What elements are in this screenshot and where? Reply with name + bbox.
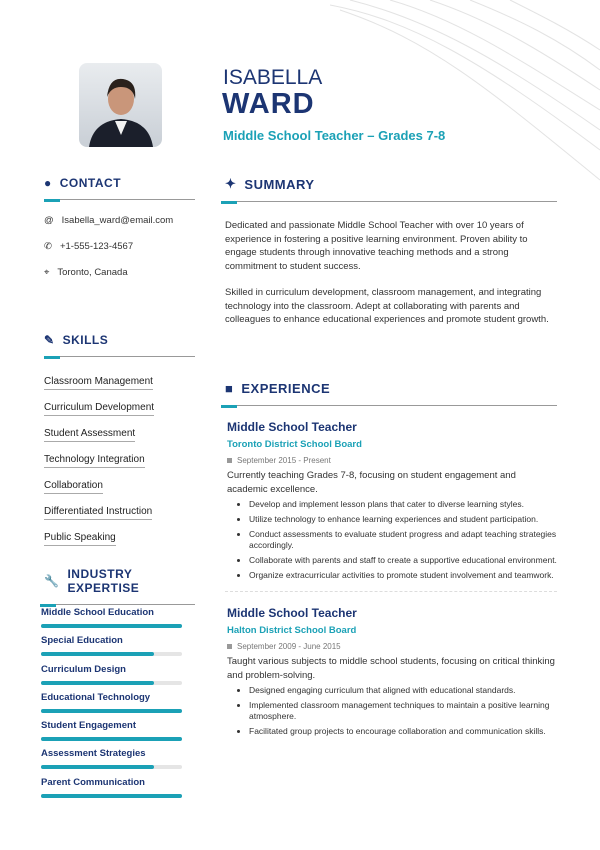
skill-item: Collaboration — [44, 480, 103, 494]
expertise-bar-fill — [41, 624, 182, 628]
job-bullet: • Implemented classroom management techniques to maintain a positive learning atmosphere. — [249, 700, 557, 722]
summary-section — [225, 176, 557, 327]
expertise-item — [41, 777, 182, 805]
expertise-item — [41, 607, 182, 635]
expertise-bar-fill — [41, 794, 182, 798]
skill-item: Student Assessment — [44, 428, 135, 442]
expertise-bar-fill — [41, 681, 154, 685]
expertise-bar — [41, 624, 182, 628]
job-entry — [225, 420, 557, 581]
summary-heading: SUMMARY — [244, 176, 315, 192]
first-name: ISABELLA — [223, 66, 323, 89]
expertise-label: Assessment Strategies — [41, 748, 146, 760]
expertise-section — [44, 567, 195, 605]
skills-heading: SKILLS — [62, 333, 109, 347]
summary-paragraph: Skilled in curriculum development, classroom management, and integrating technology into the classroom. Adept at collaborating with parents and colleagues to enhance educational experiences and promote student growth. — [225, 287, 549, 325]
expertise-label: Parent Communication — [41, 776, 145, 788]
job-description: Currently teaching Grades 7-8, focusing on student engagement and academic excellence. — [227, 470, 516, 495]
job-bullet: • Collaborate with parents and staff to create a supportive educational environment. — [249, 555, 557, 566]
expertise-bar — [41, 794, 182, 798]
expertise-label: Middle School Education — [41, 607, 154, 618]
expertise-item — [41, 692, 182, 720]
job-bullet: • Organize extracurricular activities to promote student involvement and teamwork. — [249, 570, 557, 581]
job-bullet: • Develop and implement lesson plans that cater to diverse learning styles. — [249, 499, 557, 510]
summary-paragraph: Dedicated and passionate Middle School Teacher with over 10 years of experience in fostering a positive learning environment. Proven ability to engage students through innovative teaching methods and a strong commitment to student success. — [225, 220, 528, 272]
location-icon: ⌖ — [44, 267, 50, 278]
skills-section — [44, 333, 195, 553]
skill-item: Technology Integration — [44, 454, 145, 468]
job-bullet: • Utilize technology to enhance learning experiences and student participation. — [249, 514, 557, 525]
expertise-bar-fill — [41, 709, 182, 713]
job-title: Middle School Teacher — [227, 420, 357, 434]
skill-item: Curriculum Development — [44, 402, 154, 416]
expertise-bar-fill — [41, 652, 154, 656]
job-dates: September 2009 - June 2015 — [237, 642, 341, 651]
profile-photo — [79, 63, 162, 147]
experience-heading: EXPERIENCE — [241, 381, 331, 396]
expertise-label: Student Engagement — [41, 720, 137, 732]
expertise-label: Educational Technology — [41, 691, 151, 703]
decorative-waves — [330, 0, 600, 200]
sparkle-icon: ✦ — [225, 176, 237, 191]
expertise-item — [41, 748, 182, 776]
job-org: Toronto District School Board — [227, 439, 362, 450]
location: Toronto, Canada — [57, 267, 128, 278]
email[interactable]: Isabella_ward@email.com — [61, 215, 174, 226]
expertise-label: Curriculum Design — [41, 663, 126, 675]
expertise-heading: INDUSTRY EXPERTISE — [67, 567, 140, 595]
job-bullet: • Facilitated group projects to encourage collaboration and communication skills. — [249, 726, 557, 737]
email-icon: @ — [44, 215, 54, 226]
job-dates: September 2015 - Present — [237, 456, 331, 465]
expertise-bar — [41, 652, 182, 656]
person-icon: ● — [44, 176, 52, 190]
expertise-label: Special Education — [41, 635, 123, 647]
skill-item: Differentiated Instruction — [44, 506, 152, 520]
wrench-icon: 🔧 — [44, 574, 60, 588]
skill-item: Public Speaking — [44, 532, 116, 546]
job-bullet: • Conduct assessments to evaluate student progress and adapt teaching strategies accordingly. — [249, 529, 557, 551]
briefcase-icon: ■ — [225, 381, 234, 396]
contact-heading: CONTACT — [59, 176, 122, 190]
expertise-item — [41, 635, 182, 663]
job-entry — [225, 591, 557, 737]
expertise-bar — [41, 709, 182, 713]
job-org: Halton District School Board — [227, 625, 357, 636]
job-bullet: • Designed engaging curriculum that aligned with educational standards. — [249, 685, 557, 696]
job-title: Middle School Teacher – Grades 7-8 — [223, 128, 446, 143]
experience-section — [225, 381, 557, 741]
job-title: Middle School Teacher — [227, 606, 357, 620]
phone-icon: ✆ — [44, 241, 52, 252]
expertise-bar — [41, 765, 182, 769]
expertise-bar — [41, 737, 182, 741]
job-description: Taught various subjects to middle school students, focusing on critical thinking and problem-solving. — [227, 656, 555, 681]
contact-section — [44, 176, 195, 278]
phone: +1-555-123-4567 — [59, 241, 134, 252]
expertise-bar-fill — [41, 765, 154, 769]
lightbulb-icon: ✎ — [44, 333, 55, 347]
last-name: WARD — [222, 88, 315, 120]
expertise-item — [41, 664, 182, 692]
expertise-bar — [41, 681, 182, 685]
expertise-item — [41, 720, 182, 748]
skill-item: Classroom Management — [44, 376, 153, 390]
expertise-bar-fill — [41, 737, 182, 741]
